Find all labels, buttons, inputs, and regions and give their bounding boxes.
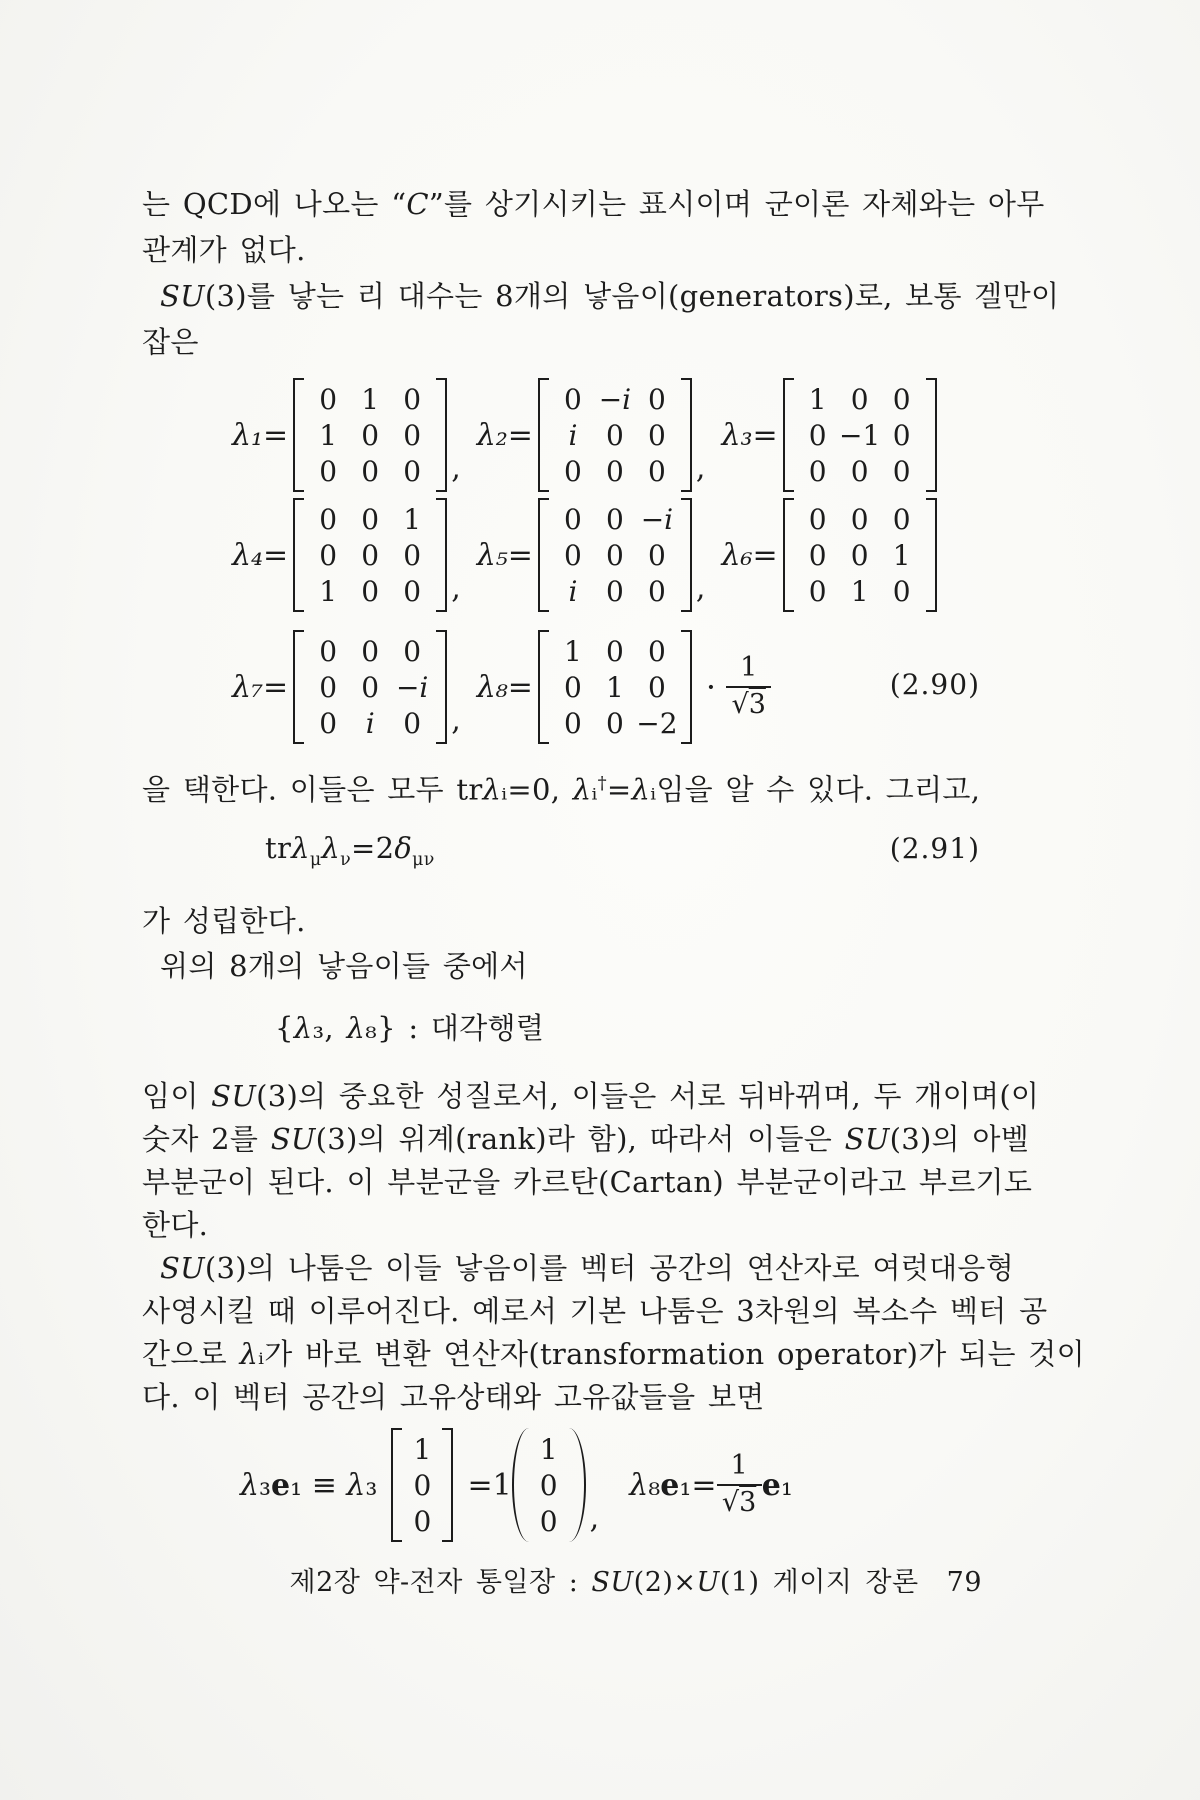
- diagonal-set-line: [275, 1010, 544, 1046]
- comma: ,: [695, 571, 706, 606]
- text-segment: 숫자 2를: [142, 1122, 271, 1156]
- lambda6-cells: [794, 498, 926, 612]
- matrix-cell: 0: [319, 538, 338, 572]
- text-segment: =1: [467, 1467, 512, 1503]
- lambda6-label: λ₆=: [721, 537, 778, 573]
- matrix-cell: 0: [564, 502, 582, 536]
- equation-gellmann-row1: [232, 378, 937, 492]
- text-segment: {: [275, 1011, 294, 1045]
- matrix-cell: 0: [606, 634, 624, 668]
- text-segment: SU: [270, 1122, 316, 1156]
- matrix-cell: 1: [539, 1432, 558, 1466]
- text-segment: λ: [240, 1467, 260, 1503]
- bracket-left: [783, 498, 794, 612]
- matrix-cell: 0: [539, 1468, 558, 1502]
- text-segment: (3)를 낳는 리 대수는 8개의 낳음이(generators)로, 보통 겔만이: [204, 279, 1060, 313]
- bracket-right: [681, 498, 692, 612]
- multiplication-dot: ·: [705, 668, 717, 706]
- lambda7-cells: [304, 630, 436, 744]
- matrix-cell: 0: [361, 538, 380, 572]
- matrix-cell: 1: [606, 670, 624, 704]
- lambda5-label: λ₅=: [476, 537, 533, 573]
- matrix-cell: 0: [892, 574, 911, 608]
- matrix-grid: [405, 1431, 439, 1539]
- matrix-cell: 0: [648, 454, 666, 488]
- one-over-sqrt3: [717, 1450, 762, 1520]
- comma: ,: [589, 1501, 600, 1536]
- body-line: 부분군이 된다. 이 부분군을 카르탄(Cartan) 부분군이라고 부르기도: [142, 1165, 1033, 1199]
- matrix-cell: 0: [808, 454, 827, 488]
- comma: ,: [451, 451, 461, 486]
- text-segment: =: [691, 1467, 717, 1503]
- matrix-grid: [552, 633, 678, 741]
- lambda8-cells: [549, 630, 681, 744]
- matrix-cell: i: [568, 574, 578, 608]
- matrix-cell: 0: [648, 670, 666, 704]
- text-segment: ≡: [302, 1467, 347, 1503]
- body-line: [142, 186, 1045, 222]
- matrix-cell: 1: [413, 1432, 432, 1466]
- matrix-cell: 0: [564, 706, 582, 740]
- matrix-grid: [307, 501, 433, 609]
- equation-number-290: (2.90): [889, 668, 980, 701]
- matrix-cell: 0: [403, 538, 422, 572]
- text-segment: ₃: [259, 1467, 272, 1503]
- matrix-cell: −1: [839, 418, 881, 452]
- text-segment: SU: [591, 1567, 634, 1598]
- text-segment: 는 QCD에 나오는 “: [142, 187, 407, 221]
- text-segment: λ: [293, 1011, 313, 1045]
- matrix-cell: 0: [564, 538, 582, 572]
- paren-left: [512, 1428, 529, 1542]
- bracket-right: [442, 1428, 453, 1542]
- one-over-sqrt3: [726, 652, 771, 722]
- matrix-cell: 0: [361, 574, 380, 608]
- matrix-cell: 0: [403, 418, 422, 452]
- fraction-numerator: 1: [717, 1450, 762, 1486]
- comma: ,: [451, 571, 461, 606]
- matrix-cell: 0: [850, 454, 869, 488]
- matrix-cell: 0: [564, 382, 582, 416]
- matrix-grid: [532, 1431, 566, 1539]
- bracket-left: [391, 1428, 402, 1542]
- matrix-cell: 0: [606, 538, 624, 572]
- matrix-grid: [797, 501, 923, 609]
- radical-sign: √: [731, 689, 749, 720]
- text-segment: SU: [160, 279, 205, 313]
- matrix-cell: 0: [361, 502, 380, 536]
- matrix-cell: −2: [636, 706, 678, 740]
- lambda5-cells: [549, 498, 681, 612]
- text-segment: μ: [309, 849, 322, 870]
- body-line: 위의 8개의 낳음이들 중에서: [160, 949, 528, 983]
- text-segment: δ: [394, 831, 413, 865]
- matrix-cell: −i: [395, 670, 429, 704]
- text-segment: SU: [211, 1079, 257, 1113]
- bracket-right: [926, 378, 937, 492]
- matrix-cell: 1: [892, 538, 911, 572]
- body-line: 다. 이 벡터 공간의 고유상태와 고유값들을 보면: [142, 1380, 765, 1414]
- body-line: [142, 1121, 1029, 1157]
- lambda6-matrix: [783, 498, 937, 612]
- text-segment: tr: [265, 831, 292, 865]
- lambda7-matrix: [293, 630, 447, 744]
- matrix-cell: 0: [403, 382, 422, 416]
- matrix-cell: 0: [648, 634, 666, 668]
- matrix-grid: [797, 381, 923, 489]
- matrix-cell: 0: [808, 418, 827, 452]
- text-segment: 임을 알 수 있다. 그리고,: [656, 772, 981, 807]
- lambda1-label: λ₁=: [232, 417, 289, 453]
- bracket-right: [436, 498, 447, 612]
- matrix-cell: 0: [361, 634, 380, 668]
- text-segment: ”를 상기시키는 표시이며 군이론 자체와는 아무: [428, 187, 1045, 221]
- matrix-cell: 0: [606, 706, 624, 740]
- bracket-right: [926, 498, 937, 612]
- text-segment: SU: [160, 1251, 205, 1285]
- matrix-cell: 1: [808, 382, 827, 416]
- bracket-left: [538, 378, 549, 492]
- bracket-left: [783, 378, 794, 492]
- lambda4-cells: [304, 498, 436, 612]
- text-segment: (3)의 중요한 성질로서, 이들은 서로 뒤바뀌며, 두 개이며(이: [256, 1079, 1040, 1113]
- bracket-left: [293, 498, 304, 612]
- equation-eigenvectors: [240, 1428, 793, 1542]
- eigen-equals-one: [467, 1468, 511, 1503]
- chapter-title: [290, 1560, 919, 1599]
- text-segment: λ: [239, 1337, 259, 1371]
- bracket-left: [538, 498, 549, 612]
- matrix-cell: 0: [606, 418, 624, 452]
- equation-gellmann-row2: [232, 498, 937, 612]
- text-segment: ₃: [365, 1467, 378, 1503]
- bracket-right: [436, 630, 447, 744]
- matrix-cell: 0: [850, 502, 869, 536]
- text-segment: λ: [629, 1467, 649, 1503]
- page-number: 79: [946, 1567, 982, 1598]
- matrix-cell: 0: [606, 574, 624, 608]
- matrix-cell: 0: [319, 502, 338, 536]
- text-segment: =0,: [507, 772, 573, 807]
- text-segment: ₁: [780, 1467, 793, 1503]
- text-segment: C: [406, 187, 429, 221]
- body-line: [142, 766, 980, 808]
- text-segment: =: [606, 772, 632, 807]
- matrix-cell: 0: [648, 382, 666, 416]
- text-segment: =2: [350, 831, 395, 865]
- matrix-cell: 0: [403, 634, 422, 668]
- text-segment: ,: [324, 1011, 347, 1045]
- lambda4-label: λ₄=: [232, 537, 289, 573]
- vector-cells: [529, 1428, 569, 1542]
- basis-vector-paren: [512, 1428, 586, 1542]
- text-segment: 가 바로 변환 연산자(transformation operator)가 되는 것이: [264, 1337, 1085, 1371]
- text-segment: λ: [321, 831, 341, 865]
- eigen-lhs: [240, 1468, 377, 1503]
- matrix-cell: 0: [361, 454, 380, 488]
- text-segment: (3)의 위계(rank)라 함), 따라서 이들은: [315, 1122, 845, 1156]
- matrix-cell: i: [365, 706, 375, 740]
- lambda1-cells: [304, 378, 436, 492]
- matrix-cell: 1: [319, 418, 338, 452]
- matrix-cell: 0: [892, 454, 911, 488]
- text-segment: ₃: [312, 1011, 325, 1045]
- text-segment: 간으로: [142, 1337, 240, 1371]
- lambda3-label: λ₃=: [721, 417, 778, 453]
- text-segment: 제2장 약-전자 통일장 :: [289, 1567, 592, 1598]
- radicand: 3: [748, 689, 766, 720]
- matrix-cell: −i: [640, 502, 674, 536]
- matrix-cell: 0: [413, 1468, 432, 1502]
- lambda2-label: λ₂=: [476, 417, 533, 453]
- eigen-rhs-lambda8: [629, 1468, 716, 1503]
- equation-number-291: (2.91): [889, 832, 980, 865]
- basis-vector-bracket: [391, 1428, 453, 1542]
- radical-sign: √: [721, 1487, 740, 1518]
- text-segment: λ: [346, 1011, 366, 1045]
- matrix-grid: [552, 381, 678, 489]
- text-segment: (2)×: [633, 1567, 697, 1598]
- text-segment: ₁: [290, 1467, 303, 1503]
- lambda7-label: λ₇=: [232, 669, 289, 705]
- matrix-cell: 0: [403, 574, 422, 608]
- matrix-grid: [307, 381, 433, 489]
- matrix-cell: 0: [648, 574, 666, 608]
- matrix-cell: 0: [319, 454, 338, 488]
- matrix-cell: 0: [564, 670, 582, 704]
- page-footer: [290, 1560, 982, 1599]
- matrix-cell: 0: [808, 538, 827, 572]
- matrix-grid: [307, 633, 433, 741]
- matrix-cell: 0: [361, 418, 380, 452]
- matrix-cell: −i: [598, 382, 632, 416]
- text-segment: e: [271, 1467, 291, 1503]
- fraction-numerator: 1: [726, 652, 771, 688]
- text-segment: λ: [631, 772, 651, 807]
- body-line: 관계가 없다.: [142, 233, 306, 267]
- bracket-right: [681, 630, 692, 744]
- lambda4-matrix: [293, 498, 447, 612]
- text-segment: 임이: [142, 1079, 212, 1113]
- lambda2-cells: [549, 378, 681, 492]
- eigen-rhs-e1: [762, 1468, 793, 1503]
- comma: ,: [695, 451, 706, 486]
- text-segment: λ: [572, 772, 592, 807]
- text-segment: (1) 게이지 장론: [719, 1567, 919, 1598]
- matrix-cell: 1: [319, 574, 338, 608]
- text-segment: ₈: [648, 1467, 661, 1503]
- matrix-cell: 0: [564, 454, 582, 488]
- fraction-denominator: [731, 688, 765, 722]
- matrix-cell: 0: [319, 670, 338, 704]
- lambda3-matrix: [783, 378, 937, 492]
- text-segment: †: [597, 773, 607, 794]
- text-segment: ₈: [365, 1011, 378, 1045]
- matrix-cell: 0: [850, 382, 869, 416]
- lambda8-label: λ₈=: [476, 669, 533, 705]
- text-segment: (3)의 나툼은 이들 낳음이를 벡터 공간의 연산자로 여럿대응형: [204, 1251, 1015, 1285]
- equation-trace: [265, 830, 435, 878]
- lambda8-matrix: [538, 630, 692, 744]
- matrix-cell: 0: [808, 502, 827, 536]
- text-segment: λ: [291, 831, 310, 865]
- matrix-cell: 0: [403, 454, 422, 488]
- body-line: 한다.: [142, 1208, 209, 1242]
- body-line: [142, 1078, 1039, 1114]
- matrix-cell: 1: [361, 382, 380, 416]
- text-segment: ᵢ: [258, 1337, 265, 1371]
- text-segment: 을 택한다. 이들은 모두 tr: [142, 772, 483, 807]
- bracket-left: [538, 630, 549, 744]
- text-segment: ᵢ: [591, 772, 598, 807]
- matrix-cell: 0: [539, 1504, 558, 1538]
- lambda5-matrix: [538, 498, 692, 612]
- body-line: [142, 1336, 1085, 1372]
- text-segment: ν: [340, 849, 351, 870]
- matrix-cell: 0: [892, 502, 911, 536]
- matrix-cell: 0: [648, 418, 666, 452]
- bracket-left: [293, 378, 304, 492]
- matrix-cell: 0: [319, 382, 338, 416]
- body-line: 사영시킬 때 이루어진다. 예로서 기본 나툼은 3차원의 복소수 벡터 공: [142, 1294, 1048, 1328]
- text-segment: e: [660, 1467, 680, 1503]
- text-segment: λ: [346, 1467, 366, 1503]
- bracket-right: [436, 378, 447, 492]
- matrix-cell: 1: [403, 502, 422, 536]
- text-segment: μν: [412, 849, 435, 870]
- matrix-cell: i: [568, 418, 578, 452]
- paren-right: [569, 1428, 586, 1542]
- text-segment: ₁: [679, 1467, 692, 1503]
- text-segment: } : 대각행렬: [377, 1011, 545, 1045]
- vector-cells: [402, 1428, 442, 1542]
- matrix-cell: 1: [564, 634, 582, 668]
- body-line: 잡은: [142, 325, 199, 359]
- matrix-cell: 1: [850, 574, 869, 608]
- matrix-cell: 0: [648, 538, 666, 572]
- matrix-cell: 0: [413, 1504, 432, 1538]
- matrix-cell: 0: [850, 538, 869, 572]
- equation-gellmann-row3: [232, 630, 771, 744]
- matrix-cell: 0: [606, 454, 624, 488]
- matrix-cell: 0: [361, 670, 380, 704]
- fraction-denominator: [722, 1486, 756, 1520]
- radicand: 3: [739, 1487, 757, 1518]
- text-segment: SU: [844, 1122, 890, 1156]
- text-segment: (3)의 아벨: [889, 1122, 1030, 1156]
- text-segment: ᵢ: [501, 772, 508, 807]
- matrix-cell: 0: [403, 706, 422, 740]
- comma: ,: [451, 703, 461, 738]
- bracket-right: [681, 378, 692, 492]
- text-segment: λ: [482, 772, 502, 807]
- bracket-left: [293, 630, 304, 744]
- text-segment: e: [761, 1467, 781, 1503]
- matrix-cell: 0: [892, 382, 911, 416]
- lambda3-cells: [794, 378, 926, 492]
- matrix-cell: 0: [319, 706, 338, 740]
- text-segment: U: [696, 1567, 720, 1598]
- body-line: 가 성립한다.: [142, 904, 306, 938]
- text-segment: ᵢ: [650, 772, 657, 807]
- body-line: [160, 1250, 1014, 1286]
- lambda1-matrix: [293, 378, 447, 492]
- lambda2-matrix: [538, 378, 692, 492]
- matrix-cell: 0: [892, 418, 911, 452]
- matrix-cell: 0: [808, 574, 827, 608]
- matrix-grid: [552, 501, 678, 609]
- matrix-cell: 0: [606, 502, 624, 536]
- matrix-cell: 0: [319, 634, 338, 668]
- body-line: [160, 278, 1059, 314]
